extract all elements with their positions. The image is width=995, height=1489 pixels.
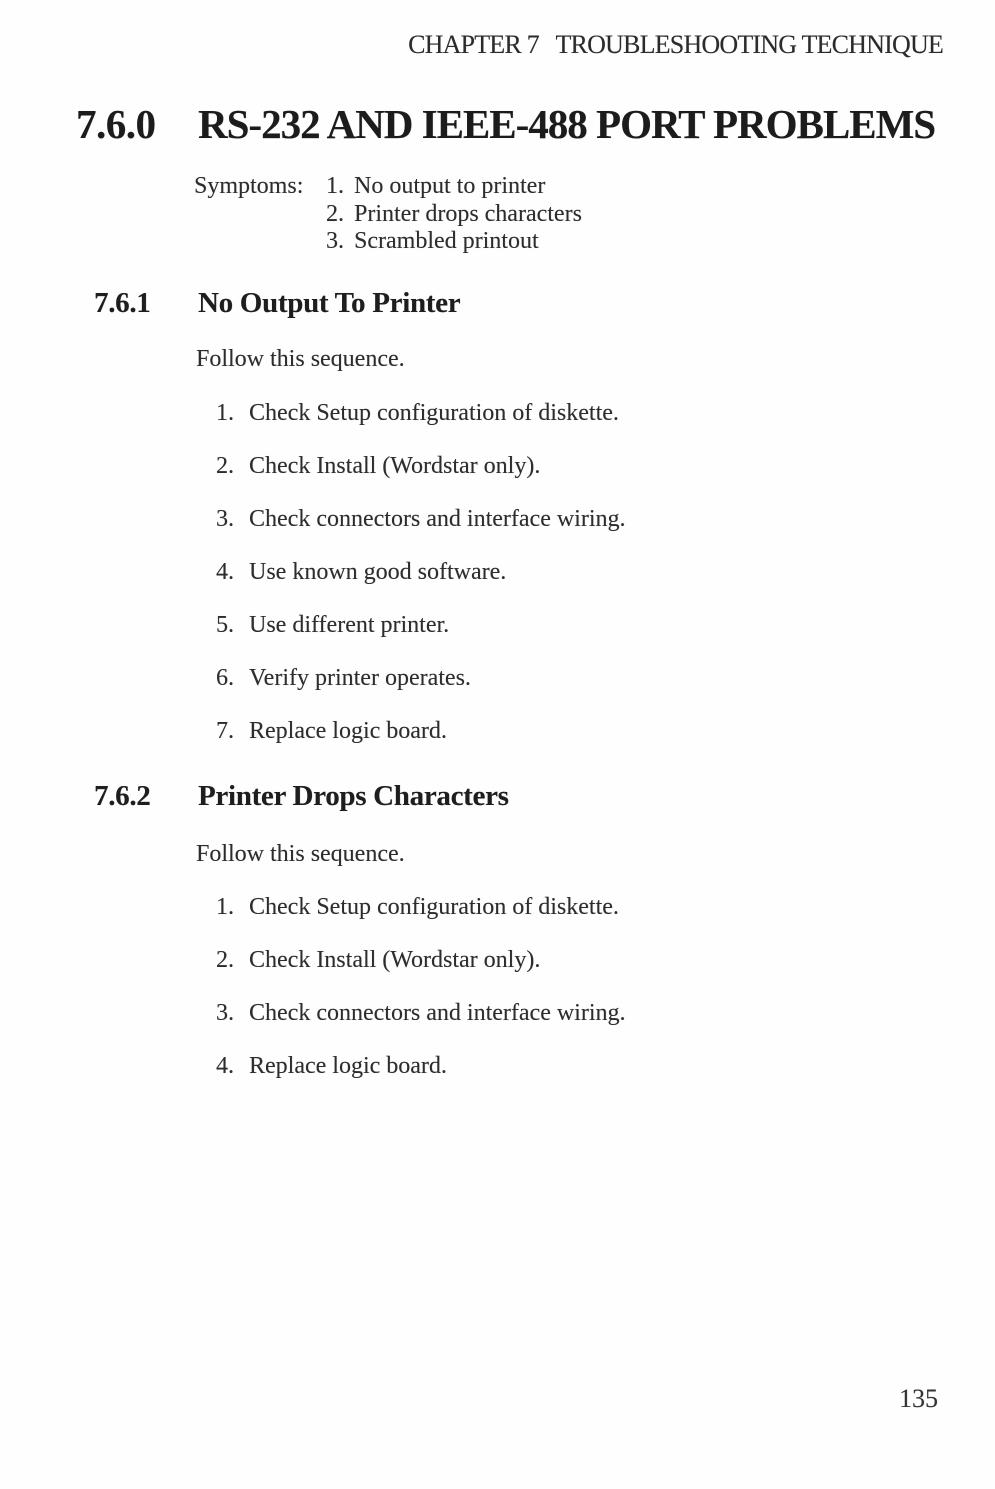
symptom-item (326, 200, 582, 228)
step-text: Check Setup configuration of diskette. (249, 894, 619, 920)
step-number: 1. (216, 400, 234, 426)
step-item (216, 610, 626, 640)
subsection-title: Printer Drops Characters (198, 780, 509, 812)
section-title: RS-232 AND IEEE-488 PORT PROBLEMS (198, 101, 936, 147)
symptom-text: Printer drops characters (354, 200, 582, 227)
step-item (216, 716, 626, 746)
symptom-text: Scrambled printout (354, 228, 539, 254)
sequence-intro: Follow this sequence. (196, 346, 405, 372)
step-number: 3. (216, 506, 234, 532)
step-text: Verify printer operates. (249, 665, 471, 691)
subsection-number: 7.6.2 (94, 780, 151, 812)
step-item (216, 892, 626, 922)
running-header: CHAPTER 7 TROUBLESHOOTING TECHNIQUE (408, 30, 943, 59)
step-text: Check connectors and interface wiring. (249, 1000, 626, 1026)
step-number: 1. (216, 894, 234, 920)
step-text: Check Setup configuration of diskette. (249, 400, 619, 426)
symptoms-label: Symptoms: (194, 173, 304, 199)
symptom-text: No output to printer (354, 173, 546, 199)
step-item (216, 998, 626, 1028)
step-text: Use different printer. (249, 612, 450, 638)
step-number: 7. (216, 718, 234, 744)
step-number: 6. (216, 665, 234, 691)
step-item (216, 557, 626, 587)
step-text: Check connectors and interface wiring. (249, 506, 626, 532)
steps-list (216, 892, 626, 1104)
step-text: Replace logic board. (249, 1053, 447, 1079)
sequence-intro: Follow this sequence. (196, 841, 405, 867)
subsection-title: No Output To Printer (198, 287, 461, 319)
step-item (216, 504, 626, 534)
step-number: 3. (216, 1000, 234, 1026)
symptom-item (326, 227, 582, 255)
symptom-item (326, 172, 582, 200)
step-number: 4. (216, 559, 234, 585)
symptom-number: 3. (326, 228, 344, 254)
step-number: 2. (216, 453, 234, 479)
step-item (216, 451, 626, 481)
step-item (216, 663, 626, 693)
step-number: 2. (216, 947, 234, 973)
step-text: Replace logic board. (249, 718, 447, 744)
steps-list (216, 398, 626, 769)
step-item (216, 398, 626, 428)
step-number: 4. (216, 1053, 234, 1079)
step-item (216, 1051, 626, 1081)
symptom-number: 1. (326, 173, 344, 199)
step-text: Check Install (Wordstar only). (249, 453, 541, 479)
step-number: 5. (216, 612, 234, 638)
section-number: 7.6.0 (76, 101, 156, 147)
symptoms-list (326, 172, 582, 255)
step-item (216, 945, 626, 975)
step-text: Check Install (Wordstar only). (249, 947, 541, 973)
page-number: 135 (899, 1384, 938, 1413)
subsection-number: 7.6.1 (94, 287, 151, 319)
step-text: Use known good software. (249, 559, 507, 585)
symptom-number: 2. (326, 200, 344, 227)
